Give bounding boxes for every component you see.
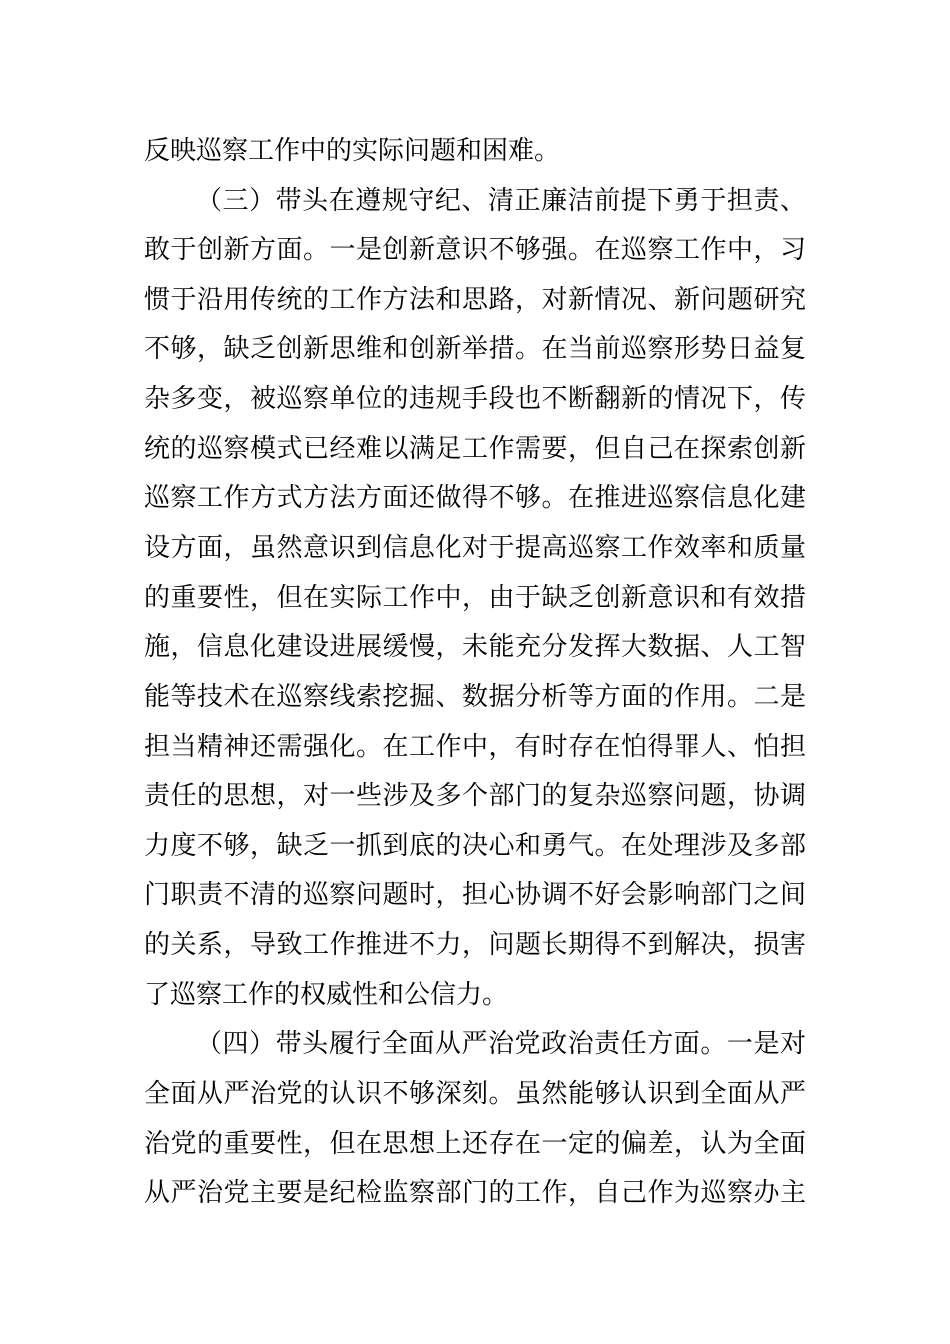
text-line: 能等技术在巡察线索挖掘、数据分析等方面的作用。二是	[144, 682, 806, 712]
text-line: 全面从严治党的认识不够深刻。虽然能够认识到全面从严	[144, 1079, 806, 1109]
text-line: 担当精神还需强化。在工作中，有时存在怕得罪人、怕担	[144, 732, 806, 762]
text-line: 反映巡察工作中的实际问题和困难。	[144, 136, 561, 166]
text-line: 不够，缺乏创新思维和创新举措。在当前巡察形势日益复	[144, 334, 806, 364]
text-line: 责任的思想，对一些涉及多个部门的复杂巡察问题，协调	[144, 781, 806, 811]
text-line: 惯于沿用传统的工作方法和思路，对新情况、新问题研究	[144, 285, 806, 315]
text-line: 的重要性，但在实际工作中，由于缺乏创新意识和有效措	[144, 583, 806, 613]
text-line: （四）带头履行全面从严治党政治责任方面。一是对	[196, 1029, 806, 1059]
text-line: 巡察工作方式方法方面还做得不够。在推进巡察信息化建	[144, 483, 806, 513]
text-line: 治党的重要性，但在思想上还存在一定的偏差，认为全面	[144, 1129, 806, 1159]
text-line: 杂多变，被巡察单位的违规手段也不断翻新的情况下，传	[144, 384, 806, 414]
text-line: 力度不够，缺乏一抓到底的决心和勇气。在处理涉及多部	[144, 831, 806, 861]
text-line: （三）带头在遵规守纪、清正廉洁前提下勇于担责、	[196, 186, 806, 216]
text-line: 设方面，虽然意识到信息化对于提高巡察工作效率和质量	[144, 533, 806, 563]
text-line: 施，信息化建设进展缓慢，未能充分发挥大数据、人工智	[144, 632, 806, 662]
text-line: 的关系，导致工作推进不力，问题长期得不到解决，损害	[144, 930, 806, 960]
text-line: 从严治党主要是纪检监察部门的工作，自己作为巡察办主	[144, 1178, 806, 1208]
text-line: 敢于创新方面。一是创新意识不够强。在巡察工作中，习	[144, 235, 806, 265]
text-line: 了巡察工作的权威性和公信力。	[144, 980, 509, 1010]
text-line: 统的巡察模式已经难以满足工作需要，但自己在探索创新	[144, 434, 806, 464]
text-line: 门职责不清的巡察问题时，担心协调不好会影响部门之间	[144, 880, 806, 910]
